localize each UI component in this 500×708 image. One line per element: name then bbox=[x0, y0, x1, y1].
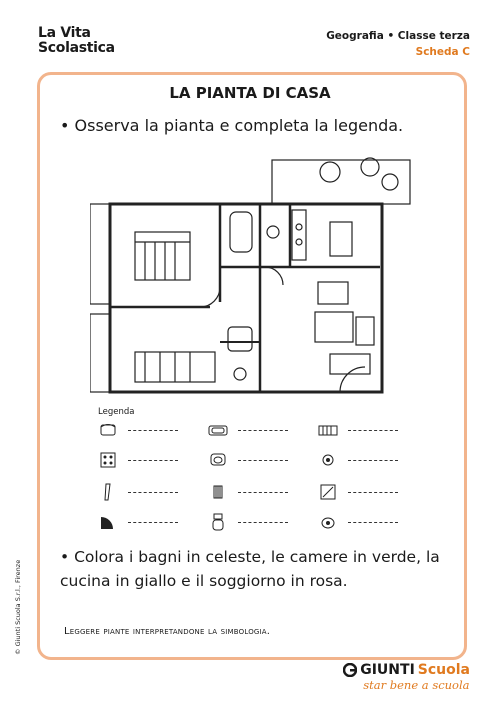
publisher-logo bbox=[343, 662, 470, 692]
floor-plan bbox=[90, 142, 420, 400]
publisher-brand bbox=[343, 662, 470, 678]
logo bbox=[38, 26, 115, 56]
legend-item-flower bbox=[318, 448, 418, 472]
toilet-icon bbox=[208, 512, 228, 532]
legend-item-radiator bbox=[208, 480, 308, 504]
legend-blank bbox=[238, 460, 288, 461]
publisher-tagline: star bene a scuola bbox=[363, 678, 470, 692]
telephone-icon bbox=[98, 420, 118, 440]
armchair-icon bbox=[318, 482, 338, 502]
instruction-2: • Colora i bagni in celeste, le camere in verde, la cucina in giallo e il soggiorno in rosa. bbox=[60, 548, 440, 590]
instruction-1: • Osserva la pianta e completa la legenda. bbox=[60, 116, 404, 135]
legend-blank bbox=[348, 460, 398, 461]
learning-objective: Leggere piante interpretandone la simbologia. bbox=[64, 626, 271, 637]
logo-line-1: La Vita bbox=[38, 25, 91, 41]
legend-blank bbox=[348, 522, 398, 523]
legend-blank bbox=[128, 492, 178, 493]
legend-item-armchair bbox=[318, 480, 418, 504]
legend-item-toilet bbox=[208, 510, 308, 534]
legend-item-bed bbox=[318, 418, 418, 442]
logo-line-2: Scolastica bbox=[38, 40, 115, 56]
subject-label: Geografia • Classe terza bbox=[326, 30, 470, 42]
legend-title: Legenda bbox=[98, 407, 135, 417]
legend-blank bbox=[348, 492, 398, 493]
legend-item-door bbox=[98, 480, 198, 504]
window-icon bbox=[98, 512, 118, 532]
legend-item-stove bbox=[98, 448, 198, 472]
legend-item-bathtub bbox=[208, 418, 308, 442]
stove-icon bbox=[98, 450, 118, 470]
legend-blank bbox=[128, 460, 178, 461]
brand-giunti: GIUNTI bbox=[360, 662, 415, 678]
giunti-logo-icon bbox=[343, 663, 357, 677]
legend-item-sink bbox=[208, 448, 308, 472]
flower-icon bbox=[318, 450, 338, 470]
legend-blank bbox=[238, 492, 288, 493]
bed-icon bbox=[318, 420, 338, 440]
bathtub-icon bbox=[208, 420, 228, 440]
bidet-icon bbox=[318, 512, 338, 532]
sheet-label: Scheda C bbox=[415, 46, 470, 58]
legend-blank bbox=[128, 522, 178, 523]
page-title: LA PIANTA DI CASA bbox=[169, 84, 331, 102]
copyright: © Giunti Scuola S.r.l., Firenze bbox=[14, 559, 22, 655]
radiator-icon bbox=[208, 482, 228, 502]
legend-item-bidet bbox=[318, 510, 418, 534]
door-icon bbox=[98, 482, 118, 502]
sink-icon bbox=[208, 450, 228, 470]
header-info bbox=[326, 28, 470, 60]
legend-blank bbox=[238, 522, 288, 523]
legend-blank bbox=[238, 430, 288, 431]
legend-item-telephone bbox=[98, 418, 198, 442]
legend-blank bbox=[348, 430, 398, 431]
legend-item-window bbox=[98, 510, 198, 534]
legend-blank bbox=[128, 430, 178, 431]
brand-scuola: Scuola bbox=[417, 662, 470, 678]
